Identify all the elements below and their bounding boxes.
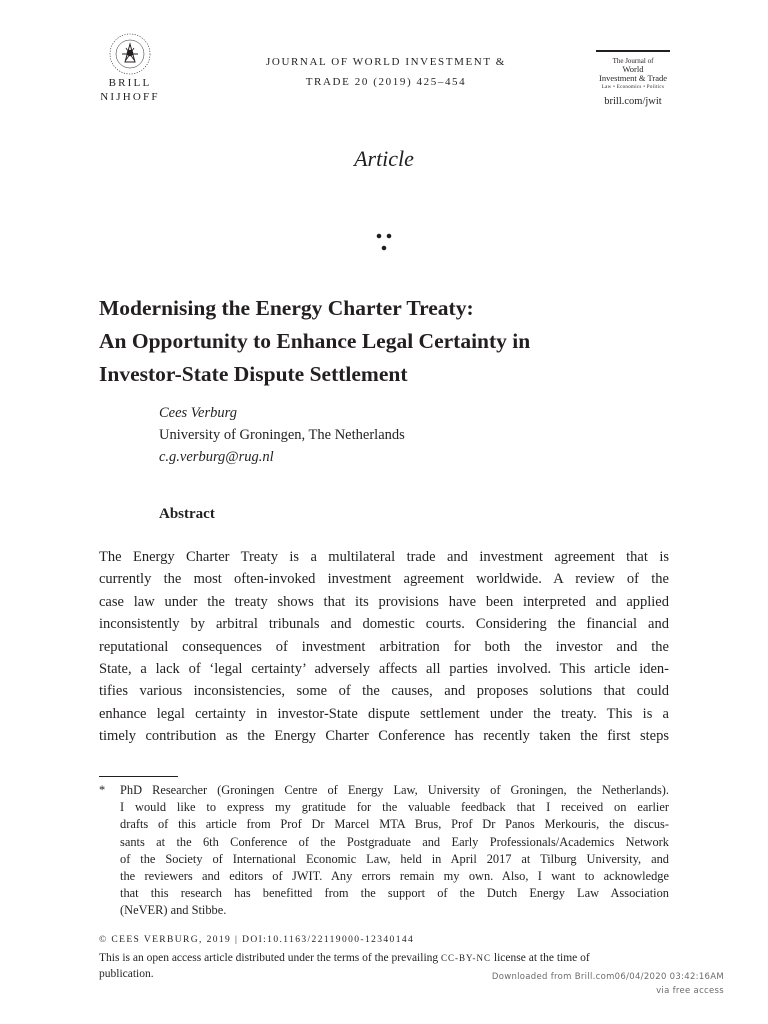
footnote-line: PhD Researcher (Groningen Centre of Energy Law, University of Groningen, the Netherlands). <box>120 783 669 797</box>
journal-name: JOURNAL OF WORLD INVESTMENT & <box>266 56 506 68</box>
author-email[interactable]: c.g.verburg@rug.nl <box>159 449 274 465</box>
footnote-line: sants at the 6th Conference of the Postgraduate and Early Professionals/Academics Network <box>120 834 669 849</box>
footnote-line: the reviewers and editors of JWIT. Any errors remain my own. Also, I want to acknowledge <box>120 869 669 884</box>
ornament-dots-icon <box>370 231 398 253</box>
license-name[interactable]: CC-BY-NC <box>441 953 492 963</box>
abstract-line: reputational consequences of investment arbitration for both the investor and the <box>99 638 669 655</box>
abstract-line: tifies various inconsistencies, some of the causes, and proposes solutions that could <box>99 683 669 700</box>
title-line: Investor-State Dispute Settlement <box>99 362 408 386</box>
copyright-holder: CEES VERBURG, 2019 <box>111 935 232 945</box>
abstract-line: timely contribution as the Energy Charter Conference has recently taken the first steps <box>99 728 669 745</box>
publisher-name-line1: BRILL <box>108 77 152 89</box>
badge-rule <box>596 50 670 52</box>
footnote-line: I would like to express my gratitude for the valuable feedback that I received on earlier <box>120 800 669 815</box>
journal-url[interactable]: brill.com/jwit <box>604 96 662 107</box>
author-affiliation: University of Groningen, The Netherlands <box>159 427 405 443</box>
abstract-line: The Energy Charter Treaty is a multilateral trade and investment agreement that is <box>99 549 669 565</box>
abstract-line: inconsistently by arbitral tribunals and domestic courts. Considering the financial and <box>99 616 669 633</box>
author-block <box>159 402 559 468</box>
journal-header <box>210 52 562 92</box>
footnote-line: of the Society of International Economic Law, held in April 2017 at Tilburg University, and <box>120 851 669 866</box>
footnote-line: drafts of this article from Prof Dr Marcel MTA Brus, Prof Dr Panos Merkouris, the discus- <box>120 817 669 832</box>
copyright-separator: | <box>234 935 239 945</box>
abstract-line: State, a lack of ‘legal certainty’ adversely affects all parties involved. This article iden- <box>99 661 669 678</box>
footnote-line: that this research has benefitted from the support of the Dutch Energy Law Association <box>120 886 669 901</box>
copyright-line <box>99 935 679 945</box>
publisher-name-line2: NIJHOFF <box>100 91 160 103</box>
badge-line1: The Journal of <box>612 57 654 65</box>
badge-line2: World <box>622 64 644 74</box>
journal-badge <box>596 50 670 92</box>
download-stamp <box>460 970 724 998</box>
abstract-line: currently the most often-invoked investment agreement worldwide. A review of the <box>99 571 669 588</box>
footnote <box>99 782 669 920</box>
footnote-divider <box>99 776 178 777</box>
abstract-line: enhance legal certainty in investor-State dispute settlement under the treaty. This is a <box>99 705 669 722</box>
license-suffix: license at the time of <box>493 952 590 964</box>
abstract-line: case law under the treaty shows that its provisions have been interpreted and applied <box>99 593 669 610</box>
copyright-symbol: © <box>99 935 108 945</box>
doi-link[interactable]: DOI:10.1163/22119000-12340144 <box>242 935 415 945</box>
article-title <box>99 292 679 391</box>
badge-line4: Law • Economics • Politics <box>601 85 665 90</box>
license-prefix: This is an open access article distributed under the terms of the prevailing <box>99 952 439 964</box>
article-type-label: Article <box>354 146 414 171</box>
abstract-body <box>99 546 669 748</box>
brill-seal-icon <box>108 32 152 76</box>
title-line: Modernising the Energy Charter Treaty: <box>99 296 474 320</box>
license-line2: publication. <box>99 968 154 980</box>
footnote-line: (NeVER) and Stibbe. <box>120 903 227 918</box>
author-name: Cees Verburg <box>159 405 237 421</box>
abstract-heading: Abstract <box>159 506 215 522</box>
download-line2: via free access <box>656 986 724 996</box>
badge-line3: Investment & Trade <box>599 73 667 83</box>
publisher-logo <box>96 32 164 104</box>
footnote-mark: * <box>99 783 106 797</box>
title-line: An Opportunity to Enhance Legal Certainty in <box>99 329 531 353</box>
download-line1: Downloaded from Brill.com06/04/2020 03:42:16AM <box>491 972 724 982</box>
journal-volume: TRADE 20 (2019) 425–454 <box>305 76 467 88</box>
